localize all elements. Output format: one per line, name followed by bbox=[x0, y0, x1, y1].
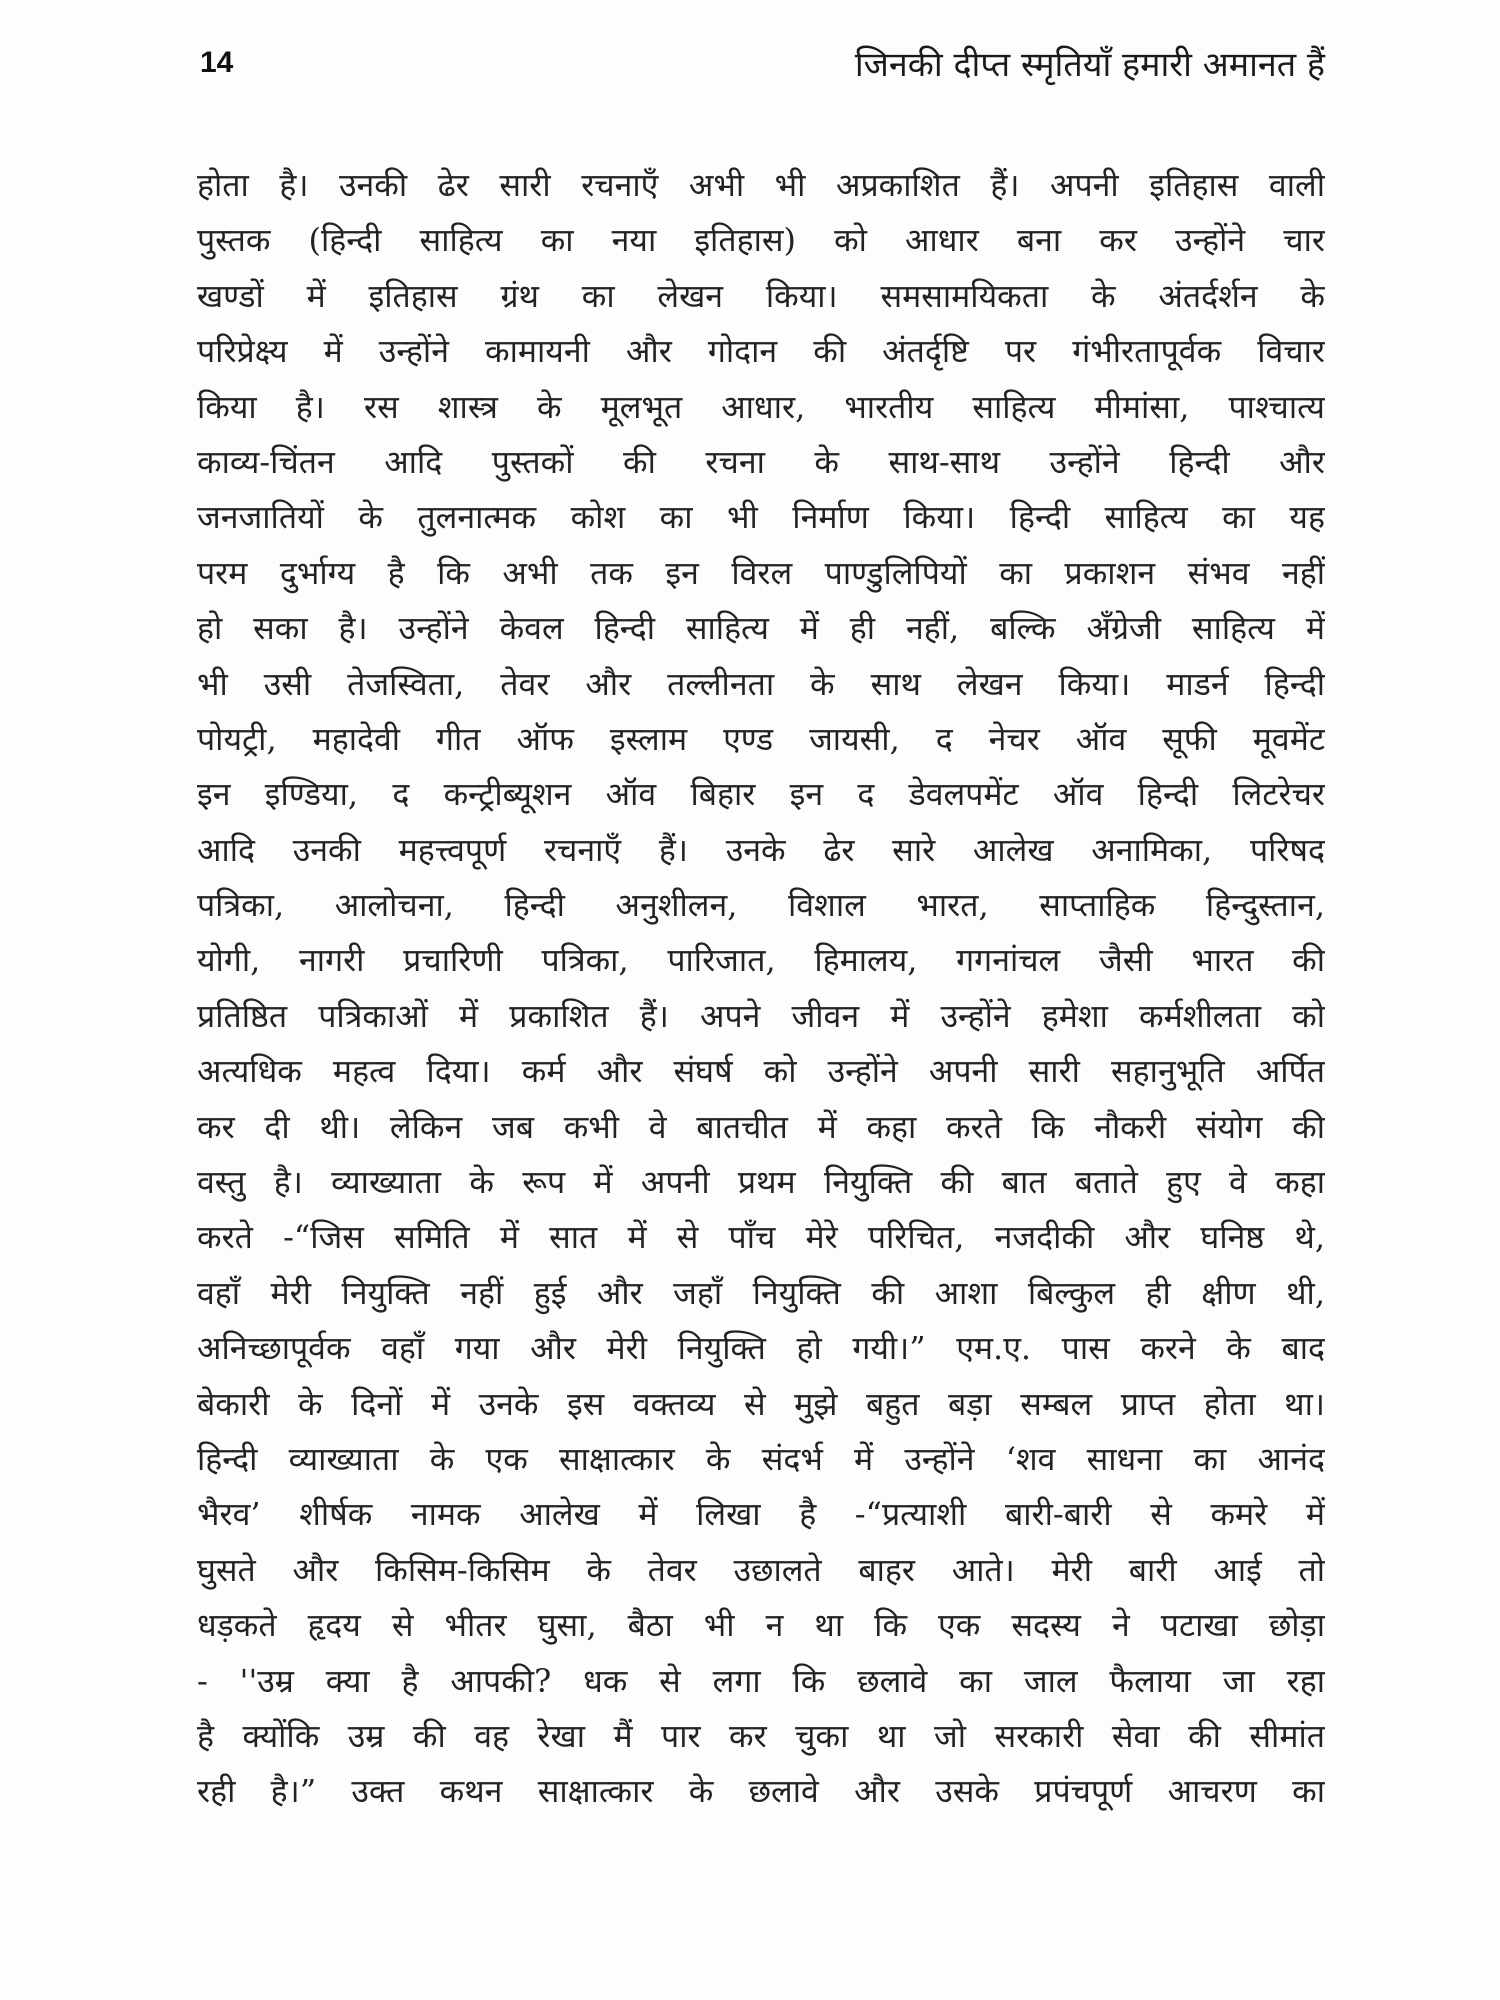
text-line: पोयट्री, महादेवी गीत ऑफ इस्लाम एण्ड जायसी, द नेचर ऑव सूफी मूवमेंट bbox=[197, 719, 1325, 758]
text-line: परम दुर्भाग्य है कि अभी तक इन विरल पाण्डुलिपियों का प्रकाशन संभव नहीं bbox=[197, 553, 1325, 592]
text-line: रही है।” उक्त कथन साक्षात्कार के छलावे और उसके प्रपंचपूर्ण आचरण का bbox=[197, 1772, 1325, 1811]
text-line: खण्डों में इतिहास ग्रंथ का लेखन किया। समसामयिकता के अंतर्दर्शन के bbox=[197, 276, 1325, 315]
text-line: आदि उनकी महत्त्वपूर्ण रचनाएँ हैं। उनके ढेर सारे आलेख अनामिका, परिषद bbox=[197, 830, 1325, 869]
text-line: धड़कते हृदय से भीतर घुसा, बैठा भी न था कि एक सदस्य ने पटाखा छोड़ा bbox=[197, 1606, 1325, 1645]
body-paragraph bbox=[197, 158, 1325, 1820]
text-line: हिन्दी व्याख्याता के एक साक्षात्कार के संदर्भ में उन्होंने ‘शव साधना का आनंद bbox=[197, 1439, 1325, 1478]
text-line: अनिच्छापूर्वक वहाँ गया और मेरी नियुक्ति हो गयी।” एम.ए. पास करने के बाद bbox=[197, 1329, 1325, 1368]
text-line: भी उसी तेजस्विता, तेवर और तल्लीनता के साथ लेखन किया। माडर्न हिन्दी bbox=[197, 664, 1325, 703]
text-line: घुसते और किसिम-किसिम के तेवर उछालते बाहर आते। मेरी बारी आई तो bbox=[197, 1550, 1325, 1589]
page-number: 14 bbox=[200, 46, 234, 79]
running-title: जिनकी दीप्त स्मृतियाँ हमारी अमानत हैं bbox=[854, 45, 1325, 85]
text-line: जनजातियों के तुलनात्मक कोश का भी निर्माण किया। हिन्दी साहित्य का यह bbox=[197, 498, 1325, 537]
text-line: काव्य-चिंतन आदि पुस्तकों की रचना के साथ-साथ उन्होंने हिन्दी और bbox=[197, 442, 1325, 481]
text-line: प्रतिष्ठित पत्रिकाओं में प्रकाशित हैं। अपने जीवन में उन्होंने हमेशा कर्मशीलता को bbox=[197, 996, 1325, 1035]
text-line: होता है। उनकी ढेर सारी रचनाएँ अभी भी अप्रकाशित हैं। अपनी इतिहास वाली bbox=[197, 166, 1325, 204]
text-line: योगी, नागरी प्रचारिणी पत्रिका, पारिजात, हिमालय, गगनांचल जैसी भारत की bbox=[197, 941, 1325, 980]
text-line: वहाँ मेरी नियुक्ति नहीं हुई और जहाँ नियुक्ति की आशा बिल्कुल ही क्षीण थी, bbox=[197, 1273, 1325, 1312]
page-header bbox=[200, 40, 1325, 100]
text-line: बेकारी के दिनों में उनके इस वक्तव्य से मुझे बहुत बड़ा सम्बल प्राप्त होता था। bbox=[197, 1384, 1325, 1423]
text-line: है क्योंकि उम्र की वह रेखा मैं पार कर चुका था जो सरकारी सेवा की सीमांत bbox=[197, 1716, 1325, 1755]
text-line: भैरव’ शीर्षक नामक आलेख में लिखा है -“प्रत्याशी बारी-बारी से कमरे में bbox=[197, 1495, 1325, 1534]
text-line: - ''उम्र क्या है आपकी? धक से लगा कि छलावे का जाल फैलाया जा रहा bbox=[197, 1661, 1325, 1700]
text-line: इन इण्डिया, द कन्ट्रीब्यूशन ऑव बिहार इन द डेवलपमेंट ऑव हिन्दी लिटरेचर bbox=[197, 775, 1325, 814]
text-line: किया है। रस शास्त्र के मूलभूत आधार, भारतीय साहित्य मीमांसा, पाश्चात्य bbox=[197, 387, 1325, 426]
text-line: अत्यधिक महत्व दिया। कर्म और संघर्ष को उन्होंने अपनी सारी सहानुभूति अर्पित bbox=[197, 1052, 1325, 1091]
text-line: वस्तु है। व्याख्याता के रूप में अपनी प्रथम नियुक्ति की बात बताते हुए वे कहा bbox=[197, 1163, 1325, 1202]
text-line: पत्रिका, आलोचना, हिन्दी अनुशीलन, विशाल भारत, साप्ताहिक हिन्दुस्तान, bbox=[197, 886, 1325, 925]
text-line: पुस्तक (हिन्दी साहित्य का नया इतिहास) को आधार बना कर उन्होंने चार bbox=[197, 221, 1325, 260]
text-line: करते -“जिस समिति में सात में से पाँच मेरे परिचित, नजदीकी और घनिष्ठ थे, bbox=[197, 1218, 1325, 1257]
text-line: परिप्रेक्ष्य में उन्होंने कामायनी और गोदान की अंतर्दृष्टि पर गंभीरतापूर्वक विचार bbox=[197, 332, 1325, 371]
text-line: हो सका है। उन्होंने केवल हिन्दी साहित्य में ही नहीं, बल्कि अँग्रेजी साहित्य में bbox=[197, 609, 1325, 648]
text-line: कर दी थी। लेकिन जब कभी वे बातचीत में कहा करते कि नौकरी संयोग की bbox=[197, 1107, 1325, 1146]
